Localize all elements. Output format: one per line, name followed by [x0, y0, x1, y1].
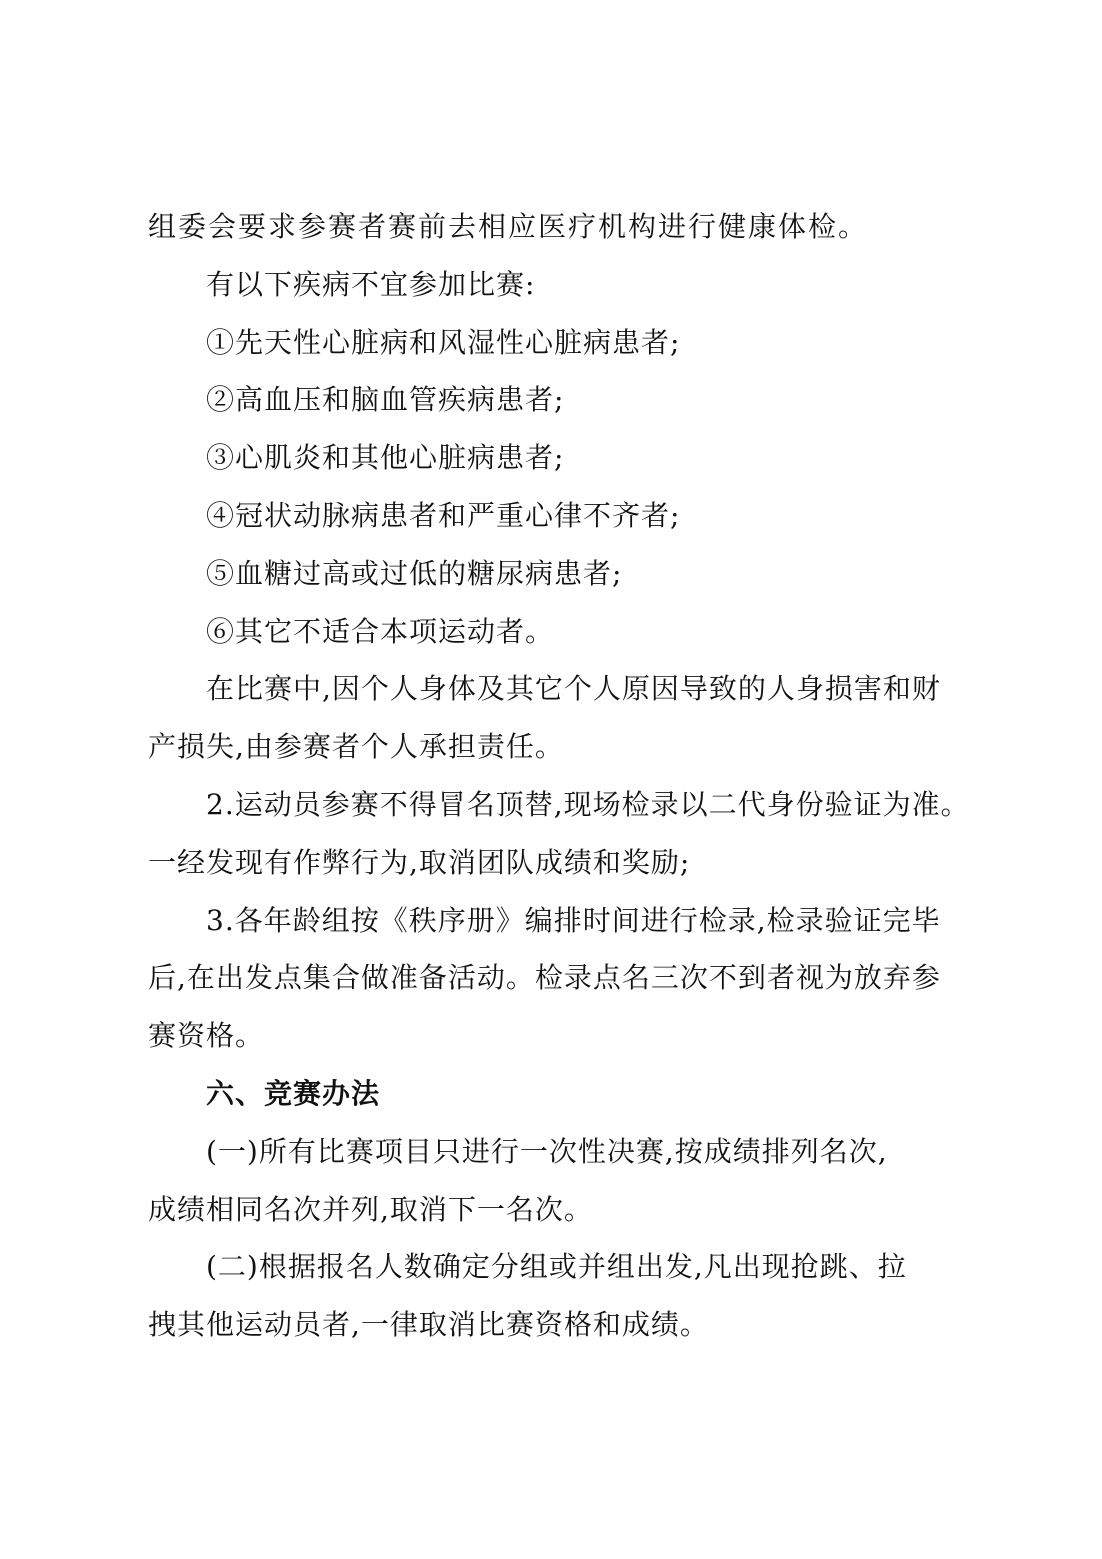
paragraph-line: 2.运动员参赛不得冒名顶替,现场检录以二代身份验证为准。	[206, 787, 970, 821]
paragraph-line: 产损失,由参赛者个人承担责任。	[148, 730, 564, 764]
list-item: ⑤血糖过高或过低的糖尿病患者;	[206, 556, 623, 590]
paragraph-line: 一经发现有作弊行为,取消团队成绩和奖励;	[148, 845, 691, 879]
list-item: ⑥其它不适合本项运动者。	[206, 614, 555, 648]
list-item: ②高血压和脑血管疾病患者;	[206, 383, 565, 417]
list-item: ③心肌炎和其他心脏病患者;	[206, 441, 565, 475]
paragraph-line: 3.各年龄组按《秩序册》编排时间进行检录,检录验证完毕	[206, 903, 941, 937]
paragraph-line: 后,在出发点集合做准备活动。检录点名三次不到者视为放弃参	[148, 961, 941, 995]
paragraph-line: 组委会要求参赛者赛前去相应医疗机构进行健康体检。	[148, 210, 869, 243]
document-page	[148, 198, 970, 1354]
section-heading: 六、竞赛办法	[206, 1076, 381, 1110]
paragraph-line: 赛资格。	[148, 1019, 265, 1053]
paragraph-line: (一)所有比赛项目只进行一次性决赛,按成绩排列名次,	[206, 1134, 888, 1168]
list-item: ①先天性心脏病和风湿性心脏病患者;	[206, 325, 681, 359]
list-item: ④冠状动脉病患者和严重心律不齐者;	[206, 498, 681, 532]
paragraph-line: (二)根据报名人数确定分组或并组出发,凡出现抢跳、拉	[206, 1250, 907, 1284]
paragraph-line: 在比赛中,因个人身体及其它个人原因导致的人身损害和财	[206, 672, 941, 706]
paragraph-line: 成绩相同名次并列,取消下一名次。	[148, 1192, 593, 1226]
paragraph-line: 拽其他运动员者,一律取消比赛资格和成绩。	[148, 1308, 709, 1342]
paragraph-line: 有以下疾病不宜参加比赛:	[206, 267, 536, 301]
